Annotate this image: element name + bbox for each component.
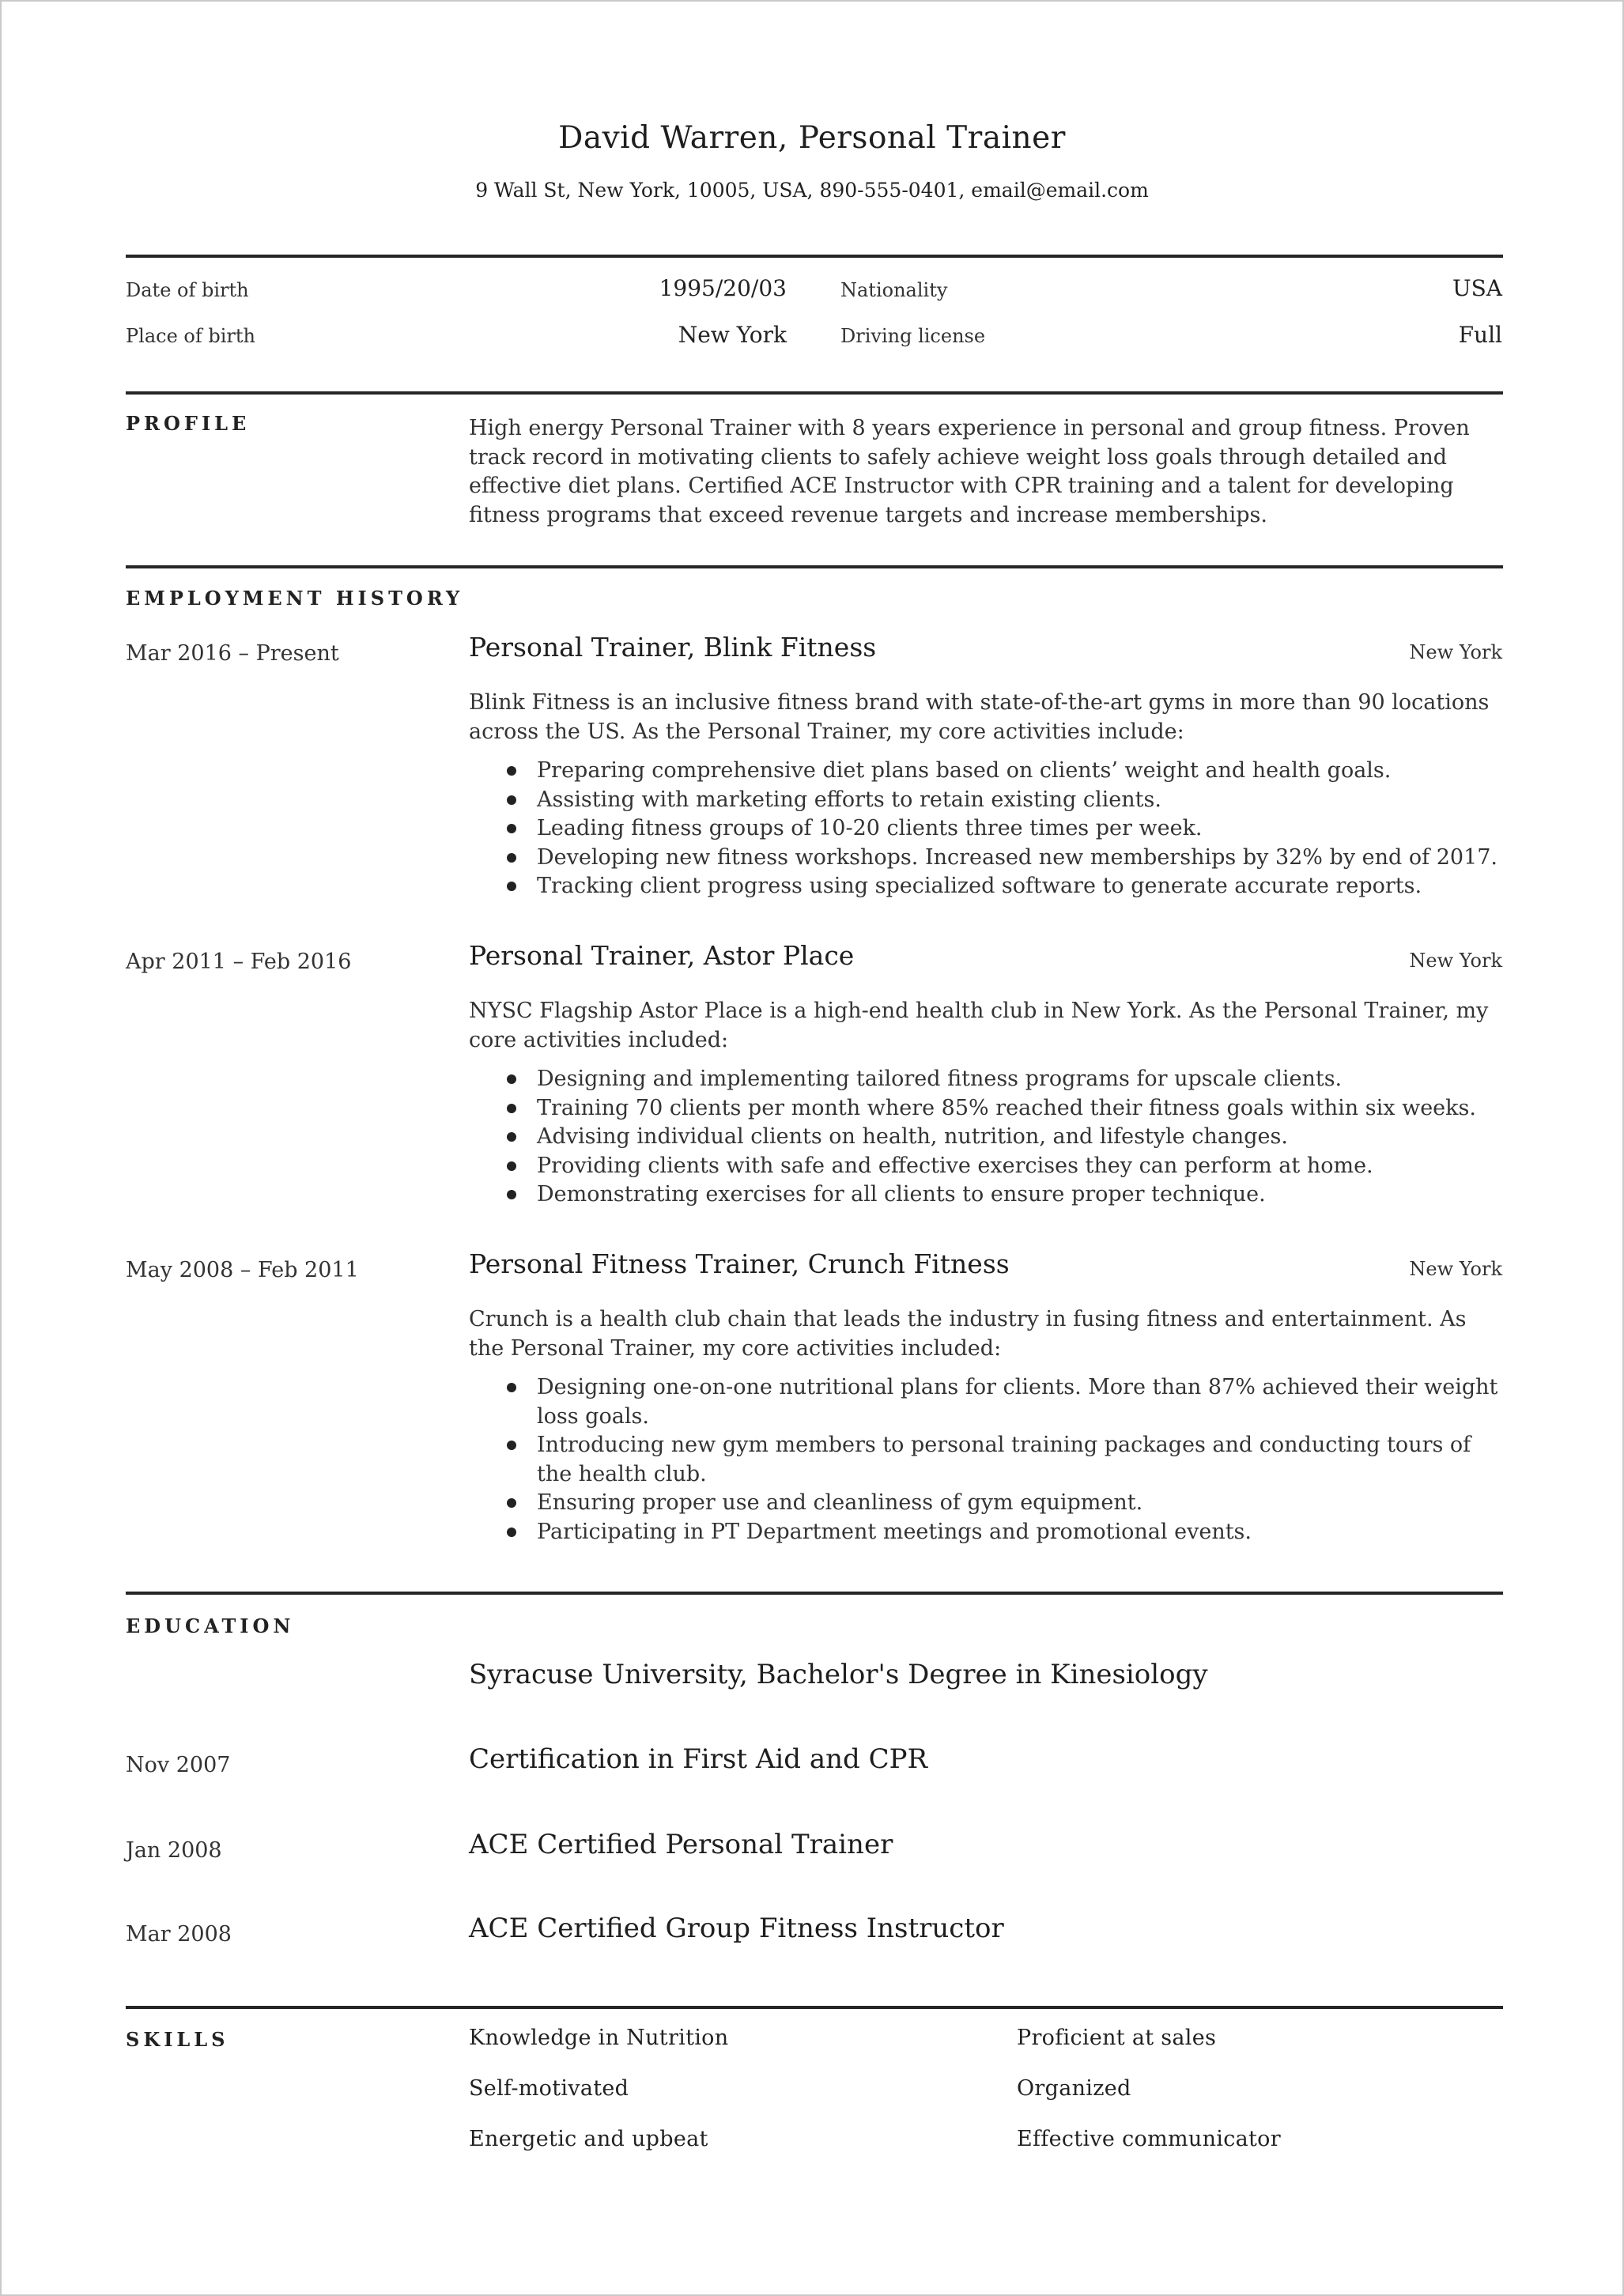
list-item: Participating in PT Department meetings and promotional events.	[469, 1518, 1505, 1547]
bullet-icon	[507, 853, 516, 863]
bullet-icon	[507, 1383, 516, 1392]
job-bullet-list	[469, 757, 1505, 901]
profile-text: High energy Personal Trainer with 8 years experience in personal and group fitness. Proven track record in motivating clients to safely achieve weight loss goals through detailed and effective diet plans. Certified ACE Instructor with CPR training and a talent for developing fitness programs that exceed revenue targets and increase memberships.	[469, 416, 1470, 527]
list-item: Preparing comprehensive diet plans based on clients’ weight and health goals.	[469, 757, 1505, 786]
job-bullet-list	[469, 1373, 1505, 1546]
skill-item: Energetic and upbeat	[469, 2127, 708, 2151]
education-date: Mar 2008	[126, 1922, 232, 1947]
list-item: Leading fitness groups of 10-20 clients three times per week.	[469, 814, 1505, 844]
list-item: Designing one-on-one nutritional plans for clients. More than 87% achieved their weight loss goals.	[469, 1373, 1505, 1431]
skill-item: Organized	[1017, 2076, 1131, 2101]
bullet-icon	[507, 882, 516, 891]
divider	[126, 1592, 1503, 1595]
job-dates: Apr 2011 – Feb 2016	[126, 950, 352, 974]
list-item: Providing clients with safe and effective exercises they can perform at home.	[469, 1152, 1505, 1181]
skills-section-title: SKILLS	[126, 2028, 229, 2051]
education-date: Nov 2007	[126, 1753, 231, 1777]
list-item: Introducing new gym members to personal training packages and conducting tours of the health club.	[469, 1431, 1505, 1489]
bullet-icon	[507, 1132, 516, 1142]
job-city: New York	[1409, 950, 1502, 972]
nationality-label: Nationality	[840, 279, 948, 301]
education-title: ACE Certified Group Fitness Instructor	[469, 1913, 1004, 1944]
resume-name: David Warren, Personal Trainer	[558, 120, 1066, 156]
education-title: ACE Certified Personal Trainer	[469, 1829, 893, 1860]
job-title: Personal Trainer, Astor Place	[469, 940, 855, 971]
education-title: Certification in First Aid and CPR	[469, 1743, 928, 1775]
education-title: Syracuse University, Bachelor's Degree in Kinesiology	[469, 1659, 1208, 1690]
skill-item: Effective communicator	[1017, 2127, 1281, 2151]
bullet-icon	[507, 766, 516, 776]
job-title: Personal Trainer, Blink Fitness	[469, 632, 877, 663]
education-section-title: EDUCATION	[126, 1614, 295, 1637]
list-item: Demonstrating exercises for all clients to ensure proper technique.	[469, 1180, 1505, 1210]
job-description: Crunch is a health club chain that leads the industry in fusing fitness and entertainment. As the Personal Trainer, my core activities included:	[469, 1307, 1467, 1361]
profile-section-title: PROFILE	[126, 412, 251, 435]
list-item: Advising individual clients on health, nutrition, and lifestyle changes.	[469, 1123, 1505, 1152]
bullet-icon	[507, 1498, 516, 1508]
job-dates: Mar 2016 – Present	[126, 641, 339, 666]
license-value: Full	[1458, 322, 1502, 348]
license-label: Driving license	[840, 325, 986, 347]
education-date: Jan 2008	[126, 1838, 222, 1863]
nationality-value: USA	[1452, 275, 1502, 301]
dob-label: Date of birth	[126, 279, 249, 301]
job-description: NYSC Flagship Astor Place is a high-end health club in New York. As the Personal Trainer, my core activities included:	[469, 999, 1489, 1052]
skill-item: Self-motivated	[469, 2076, 629, 2101]
divider	[126, 565, 1503, 568]
pob-value: New York	[678, 322, 787, 348]
job-dates: May 2008 – Feb 2011	[126, 1258, 359, 1282]
list-item: Training 70 clients per month where 85% reached their fitness goals within six weeks.	[469, 1094, 1505, 1123]
divider	[126, 255, 1503, 258]
skill-item: Proficient at sales	[1017, 2026, 1217, 2050]
contact-info: 9 Wall St, New York, 10005, USA, 890-555-0401, email@email.com	[475, 179, 1149, 202]
dob-value: 1995/20/03	[659, 275, 787, 301]
list-item: Designing and implementing tailored fitness programs for upscale clients.	[469, 1065, 1505, 1094]
list-item: Developing new fitness workshops. Increased new memberships by 32% by end of 2017.	[469, 844, 1505, 873]
job-city: New York	[1409, 641, 1502, 663]
bullet-icon	[507, 1074, 516, 1084]
list-item: Ensuring proper use and cleanliness of gym equipment.	[469, 1489, 1505, 1518]
job-description: Blink Fitness is an inclusive fitness brand with state-of-the-art gyms in more than 90 locations across the US. As the Personal Trainer, my core activities include:	[469, 690, 1490, 744]
divider	[126, 2006, 1503, 2009]
list-item: Tracking client progress using specialized software to generate accurate reports.	[469, 872, 1505, 901]
pob-label: Place of birth	[126, 325, 255, 347]
skill-item: Knowledge in Nutrition	[469, 2026, 729, 2050]
job-bullet-list	[469, 1065, 1505, 1210]
divider	[126, 391, 1503, 395]
bullet-icon	[507, 1161, 516, 1171]
list-item: Assisting with marketing efforts to retain existing clients.	[469, 786, 1505, 815]
employment-section-title: EMPLOYMENT HISTORY	[126, 587, 464, 610]
job-city: New York	[1409, 1258, 1502, 1280]
bullet-icon	[507, 1441, 516, 1450]
bullet-icon	[507, 824, 516, 833]
job-title: Personal Fitness Trainer, Crunch Fitness	[469, 1248, 1010, 1279]
bullet-icon	[507, 1190, 516, 1199]
bullet-icon	[507, 1528, 516, 1537]
bullet-icon	[507, 795, 516, 805]
bullet-icon	[507, 1104, 516, 1113]
